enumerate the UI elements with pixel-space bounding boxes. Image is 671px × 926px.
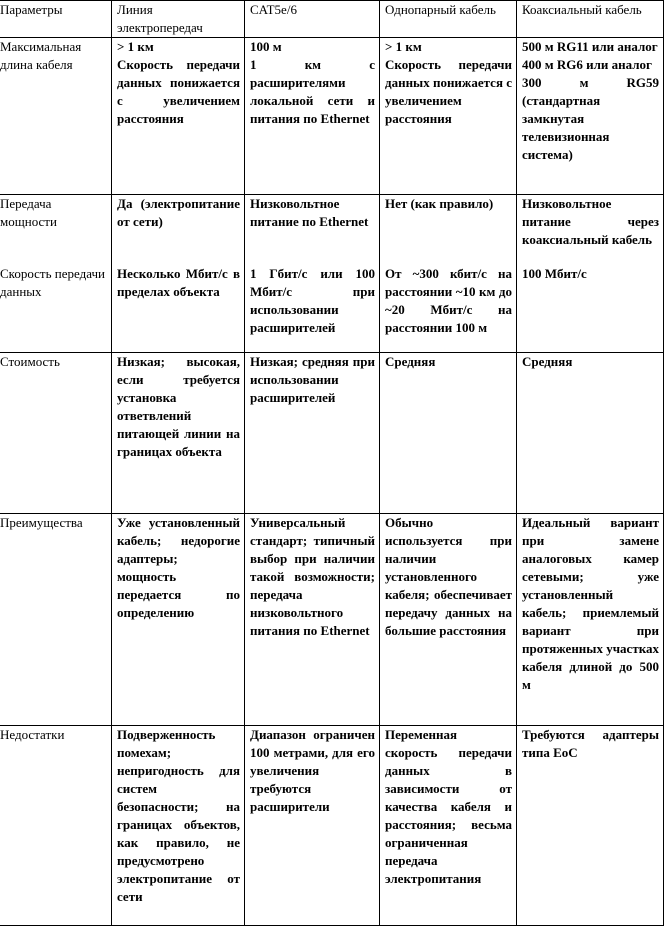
table-cell: Низковольтное питание через коаксиальный кабель bbox=[517, 195, 664, 265]
table-cell: Нет (как правило) bbox=[380, 195, 517, 265]
cell-line: 400 м RG6 или аналог bbox=[522, 57, 652, 72]
cell-line: > 1 км bbox=[117, 39, 154, 54]
table-cell bbox=[112, 38, 245, 195]
table-cell: Да (электропитание от сети) bbox=[112, 195, 245, 265]
header-cell-parameters: Параметры bbox=[0, 1, 112, 38]
table-cell: Средняя bbox=[380, 353, 517, 514]
param-label: Стоимость bbox=[0, 353, 112, 514]
table-cell: Низкая; высокая, если требуется установка ответвлений питающей линии на границах объекта bbox=[112, 353, 245, 514]
param-label: Недостатки bbox=[0, 726, 112, 926]
table-cell: Низковольтное питание по Ethernet bbox=[245, 195, 380, 265]
table-cell: Идеальный вариант при замене аналоговых камер сетевыми; уже установленный кабель; приемлемый вариант при протяженных участках кабеля длиной до 500 м bbox=[517, 514, 664, 726]
table-cell: Уже установленный кабель; недорогие адаптеры; мощность передается по определению bbox=[112, 514, 245, 726]
header-cell-coaxial: Коаксиальный кабель bbox=[517, 1, 664, 38]
table-row bbox=[0, 195, 664, 265]
table-cell bbox=[517, 38, 664, 195]
header-cell-power-line: Линия электропередач bbox=[112, 1, 245, 38]
cell-line: 1 км с расширителями локальной сети и питания по Ethernet bbox=[250, 57, 375, 126]
cell-line: > 1 км bbox=[385, 39, 422, 54]
header-row bbox=[0, 1, 664, 38]
cell-line: 300 м RG59 (стандартная замкнутая телевизионная система) bbox=[522, 75, 659, 162]
table-cell: Низкая; средняя при использовании расширителей bbox=[245, 353, 380, 514]
cell-line: 100 м bbox=[250, 39, 282, 54]
param-label: Максимальная длина кабеля bbox=[0, 38, 112, 195]
table-cell bbox=[245, 38, 380, 195]
param-label: Передача мощности bbox=[0, 195, 112, 265]
cell-line: 500 м RG11 или аналог bbox=[522, 39, 658, 54]
param-label: Преимущества bbox=[0, 514, 112, 726]
table-cell: Обычно используется при наличии установленного кабеля; обеспечивает передачу данных на большие расстояния bbox=[380, 514, 517, 726]
table-cell: Переменная скорость передачи данных в зависимости от качества кабеля и расстояния; весьма ограниченная передача электропитания bbox=[380, 726, 517, 926]
table-row bbox=[0, 514, 664, 726]
table-cell bbox=[380, 38, 517, 195]
table-cell: Несколько Мбит/с в пределах объекта bbox=[112, 265, 245, 353]
table-cell: От ~300 кбит/с на расстоянии ~10 км до ~20 Мбит/с на расстоянии 100 м bbox=[380, 265, 517, 353]
cell-line: Скорость передачи данных понижается с увеличением расстояния bbox=[117, 57, 240, 126]
header-cell-cat5e6: CAT5e/6 bbox=[245, 1, 380, 38]
table-row bbox=[0, 265, 664, 353]
table-row bbox=[0, 726, 664, 926]
table-cell: Диапазон ограничен 100 метрами, для его увеличения требуются расширители bbox=[245, 726, 380, 926]
table-row bbox=[0, 353, 664, 514]
table-cell: 1 Гбит/с или 100 Мбит/с при использовании расширителей bbox=[245, 265, 380, 353]
table-cell: 100 Мбит/с bbox=[517, 265, 664, 353]
cell-line: Скорость передачи данных понижается с увеличением расстояния bbox=[385, 57, 512, 126]
param-label: Скорость передачи данных bbox=[0, 265, 112, 353]
table-cell: Универсальный стандарт; типичный выбор при наличии такой возможности; передача низковольтного питания по Ethernet bbox=[245, 514, 380, 726]
table-row bbox=[0, 38, 664, 195]
header-cell-single-pair: Однопарный кабель bbox=[380, 1, 517, 38]
table-cell: Средняя bbox=[517, 353, 664, 514]
table-cell: Требуются адаптеры типа EoC bbox=[517, 726, 664, 926]
table-cell: Подверженность помехам; непригодность для систем безопасности; на границах объектов, как правило, не предусмотрено электропитание от сети bbox=[112, 726, 245, 926]
